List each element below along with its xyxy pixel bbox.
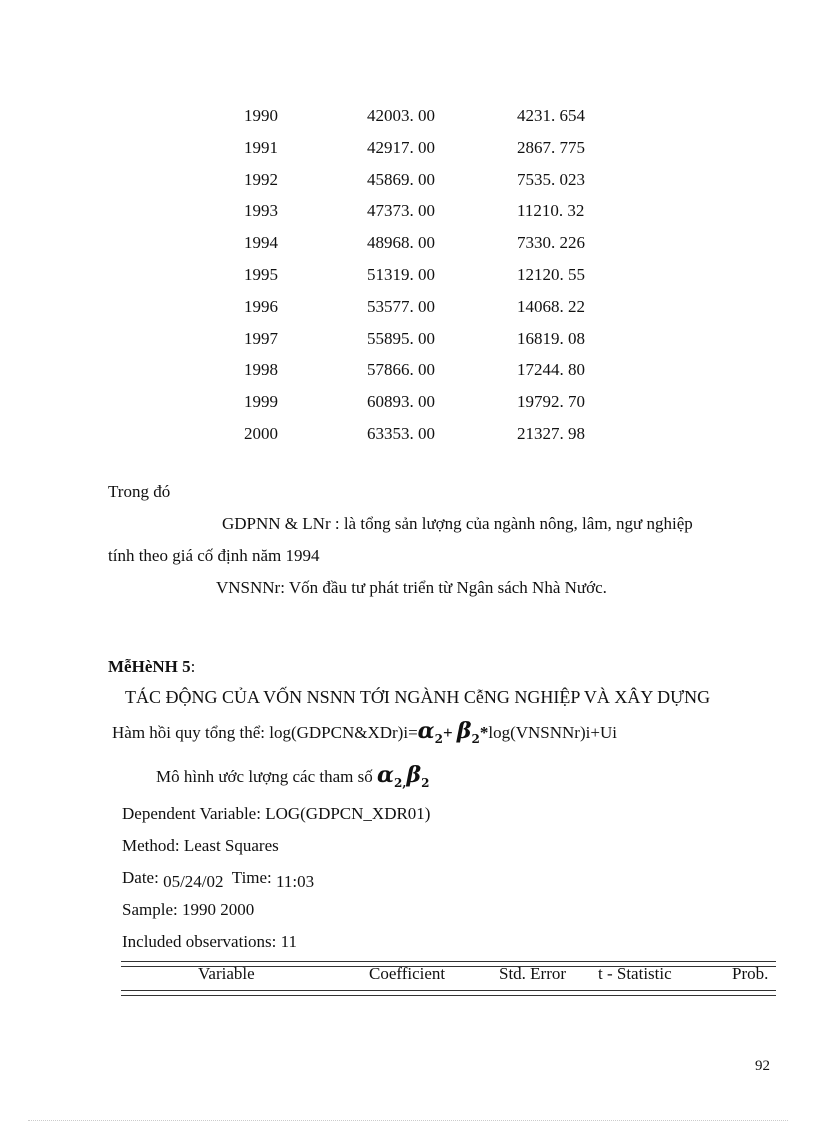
estimate-beta-symbol: β [406, 762, 422, 788]
dependent-variable: Dependent Variable: LOG(GDPCN_XDR01) [122, 804, 431, 823]
page-number: 92 [755, 1058, 770, 1074]
table-row [0, 392, 816, 424]
gdp-cell: 60893. 00 [367, 392, 435, 412]
year-cell: 1995 [244, 265, 278, 284]
estimate-alpha-subscript: 2, [393, 776, 407, 790]
method: Method: Least Squares [122, 836, 279, 855]
estimate-alpha-symbol: α [377, 762, 394, 788]
page-bottom-border [28, 1120, 788, 1121]
included-observations: Included observations: 11 [122, 932, 297, 951]
table-row [0, 424, 816, 456]
date-time-line [122, 868, 315, 891]
vsnn-cell: 7330. 226 [517, 233, 585, 253]
beta-subscript: 2 [471, 732, 480, 746]
beta-symbol: β [456, 718, 472, 744]
table-row [0, 201, 816, 233]
gdp-cell: 42003. 00 [367, 106, 435, 125]
year-cell: 1993 [244, 201, 278, 221]
estimate-beta-subscript: 2 [421, 776, 430, 790]
year-cell: 1997 [244, 328, 278, 348]
gdp-cell: 57866. 00 [367, 360, 435, 380]
vsnn-cell: 17244. 80 [517, 360, 585, 380]
time-label: Time: [231, 868, 272, 887]
results-header-bottom-rule [121, 990, 776, 996]
sample: Sample: 1990 2000 [122, 900, 255, 919]
gdp-definition-line1: GDPNN & LNr : là tổng sản lượng của ngành nông, lâm, ngư nghiệp [222, 514, 693, 533]
vsnn-cell: 16819. 08 [517, 328, 585, 348]
vsnn-cell: 7535. 023 [517, 169, 585, 189]
year-cell: 1998 [244, 360, 278, 380]
vsnn-cell: 12120. 55 [517, 265, 585, 284]
year-cell: 1992 [244, 169, 278, 189]
vsnn-cell: 21327. 98 [517, 424, 585, 443]
gdp-cell: 55895. 00 [367, 328, 435, 348]
date-label: Date: [122, 868, 159, 887]
header-coefficient: Coefficient [369, 964, 446, 983]
notes-intro: Trong đó [108, 482, 171, 501]
model-heading [108, 657, 195, 677]
time-value: 11:03 [276, 872, 315, 891]
gdp-cell: 63353. 00 [367, 424, 435, 443]
vsnn-cell: 11210. 32 [517, 201, 585, 221]
plus-sign: + [442, 723, 453, 742]
table-row [0, 360, 816, 392]
model-title: TÁC ĐỘNG CỦA VỐN NSNN TỚI NGÀNH CễNG NGHIỆP VÀ XÂY DỰNG [125, 687, 711, 707]
year-cell: 1991 [244, 137, 278, 157]
year-cell: 1994 [244, 233, 278, 253]
model-heading-colon: : [190, 657, 196, 676]
vsnn-definition: VNSNNr: Vốn đầu tư phát triển từ Ngân sách Nhà Nước. [216, 578, 607, 597]
table-row [0, 329, 816, 361]
table-row [0, 138, 816, 170]
header-prob: Prob. [732, 964, 769, 983]
vsnn-cell: 2867. 775 [517, 137, 585, 157]
year-cell: 1999 [244, 392, 278, 412]
gdp-cell: 42917. 00 [367, 137, 435, 157]
multiply-star: * [479, 723, 489, 742]
table-row [0, 233, 816, 265]
vsnn-cell: 4231. 654 [517, 106, 585, 125]
gdp-cell: 45869. 00 [367, 169, 435, 189]
table-row [0, 297, 816, 329]
vsnn-cell: 19792. 70 [517, 392, 585, 412]
table-row [0, 106, 816, 138]
alpha-subscript: 2 [434, 732, 443, 746]
table-row [0, 170, 816, 202]
gdp-cell: 48968. 00 [367, 233, 435, 253]
gdp-cell: 47373. 00 [367, 201, 435, 221]
estimate-line [156, 762, 429, 788]
table-row [0, 265, 816, 297]
model-heading-text: MễHèNH 5 [108, 657, 191, 676]
year-cell: 2000 [244, 424, 278, 443]
regression-prefix: Hàm hồi quy tổng thể: log(GDPCN&XDr)i= [112, 723, 418, 742]
alpha-symbol: α [417, 718, 435, 744]
year-cell: 1990 [244, 106, 278, 125]
date-value: 05/24/02 [163, 872, 224, 891]
header-std-error: Std. Error [499, 964, 567, 983]
header-variable: Variable [198, 964, 255, 983]
gdp-cell: 53577. 00 [367, 296, 435, 316]
estimate-prefix: Mô hình ước lượng các tham số [156, 767, 373, 786]
year-cell: 1996 [244, 296, 278, 316]
gdp-definition-line2: tính theo giá cố định năm 1994 [108, 546, 320, 565]
header-t-statistic: t - Statistic [598, 964, 672, 983]
gdp-cell: 51319. 00 [367, 265, 435, 284]
regression-equation [112, 718, 617, 744]
regression-suffix: log(VNSNNr)i+Ui [488, 723, 617, 742]
vsnn-cell: 14068. 22 [517, 296, 585, 316]
